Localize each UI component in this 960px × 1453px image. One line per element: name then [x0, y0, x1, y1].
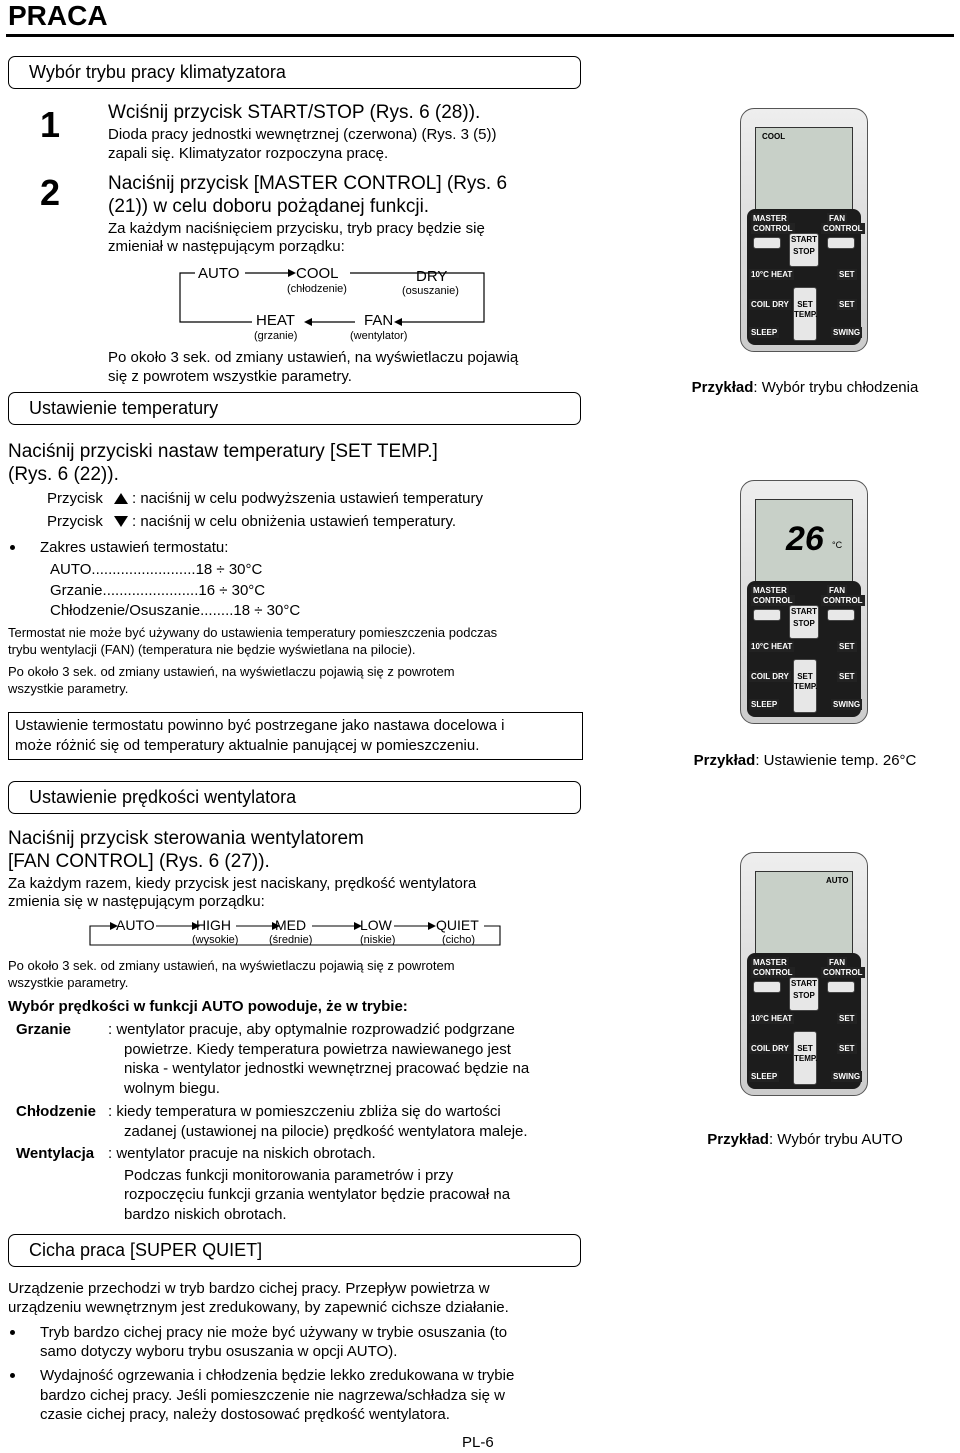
label-start: START	[790, 235, 818, 244]
fan-heat-line2: powietrze. Kiedy temperatura powietrza nawiewanego jest	[124, 1041, 511, 1058]
label-swing: SWING	[833, 700, 861, 709]
fan-speed-low: LOW	[360, 917, 392, 933]
quiet-bullet2-line3: czasie cichej pracy, należy dostosować prędkość wentylatora.	[40, 1406, 450, 1423]
temp-heading-1: Naciśnij przyciski nastaw temperatury [SET TEMP.]	[8, 441, 438, 462]
fan-vent-line4: bardzo niskich obrotach.	[124, 1206, 287, 1223]
fan-heat-line1: : wentylator pracuje, aby optymalnie rozprowadzić podgrzane	[108, 1021, 515, 1038]
label-fan: FAN	[829, 214, 845, 223]
temp-para1-line2: trybu wentylacji (FAN) (temperatura nie będzie wyświetlana na pilocie).	[8, 642, 416, 657]
fan-vent-line1: : wentylator pracuje na niskich obrotach.	[108, 1145, 376, 1162]
label-fan: FAN	[829, 958, 845, 967]
label-fan: FAN	[829, 586, 845, 595]
fan-speed-med-sub: (średnie)	[269, 934, 313, 946]
thermostat-note-line1: Ustawienie termostatu powinno być postrzegane jako nastawa docelowa i	[15, 717, 505, 734]
fan-control-button[interactable]	[827, 609, 855, 621]
step1-heading: Wciśnij przycisk START/STOP (Rys. 6 (28)).	[108, 102, 481, 123]
lcd-temp-value: 26	[786, 520, 824, 558]
label-control: CONTROL	[753, 968, 793, 977]
cycle-fan: FAN	[364, 312, 394, 329]
step1-line1: Dioda pracy jednostki wewnętrznej (czerwona) (Rys. 3 (5))	[108, 126, 497, 143]
label-heat10: 10°C HEAT	[751, 1014, 793, 1023]
label-settemp1: SET	[797, 672, 813, 681]
temp-down-prefix: Przycisk	[47, 513, 103, 530]
label-settemp2: TEMP.	[794, 310, 818, 319]
fan-cool-line1: : kiedy temperatura w pomieszczeniu zbliża się do wartości	[108, 1103, 501, 1120]
label-start: START	[790, 979, 818, 988]
label-fan-control: CONTROL	[823, 224, 863, 233]
label-set: SET	[839, 642, 855, 651]
label-settemp2: TEMP.	[794, 1054, 818, 1063]
cycle-auto: AUTO	[198, 265, 240, 282]
arrow-up-icon	[113, 492, 129, 505]
label-coildry: COIL DRY	[751, 672, 789, 681]
label-sleep: SLEEP	[751, 1072, 778, 1081]
step2-line2: zmieniał w następującym porządku:	[108, 238, 345, 255]
temp-para1-line1: Termostat nie może być używany do ustawienia temperatury pomieszczenia podczas	[8, 625, 498, 640]
label-stop: STOP	[793, 247, 815, 256]
cycle-fan-sub: (wentylator)	[350, 330, 408, 342]
page-number: PL-6	[462, 1434, 494, 1451]
caption-remote-3	[660, 1131, 950, 1148]
caption-rest: : Wybór trybu chłodzenia	[753, 379, 919, 396]
fan-heading-2: [FAN CONTROL] (Rys. 6 (27)).	[8, 851, 270, 872]
step2-line1: Za każdym naciśnięciem przycisku, tryb pracy będzie się	[108, 220, 485, 237]
quiet-line1: Urządzenie przechodzi w tryb bardzo cichej pracy. Przepływ powietrza w	[8, 1280, 490, 1297]
fan-control-button[interactable]	[827, 981, 855, 993]
arrow-down-icon	[113, 515, 129, 528]
section-temp-title: Ustawienie temperatury	[8, 392, 581, 425]
section-mode-title: Wybór trybu pracy klimatyzatora	[8, 56, 581, 89]
cycle-heat-sub: (grzanie)	[254, 330, 298, 342]
lcd-mode-text: AUTO	[826, 876, 849, 885]
mode-note-line1: Po około 3 sek. od zmiany ustawień, na wyświetlaczu pojawią	[108, 349, 519, 366]
fan-heat-label: Grzanie	[16, 1021, 72, 1038]
label-master: MASTER	[753, 586, 787, 595]
fan-speed-high-sub: (wysokie)	[192, 934, 239, 946]
temp-para2-line2: wszystkie parametry.	[8, 681, 129, 696]
caption-remote-2	[660, 752, 950, 769]
label-master: MASTER	[753, 214, 787, 223]
lcd-temp-unit: °C	[832, 540, 843, 550]
bullet-icon	[10, 545, 15, 550]
fan-cool-label: Chłodzenie	[16, 1103, 97, 1120]
start-stop-button[interactable]	[789, 605, 819, 639]
label-fan-control: CONTROL	[823, 968, 863, 977]
label-set: SET	[839, 300, 855, 309]
set-temp-button[interactable]	[793, 659, 817, 713]
label-control: CONTROL	[753, 596, 793, 605]
bullet-icon	[10, 1330, 15, 1335]
caption-bold: Przykład	[707, 1131, 769, 1148]
label-heat10: 10°C HEAT	[751, 270, 793, 279]
range-auto: AUTO.........................18 ÷ 30°C	[50, 561, 263, 578]
range-title: Zakres ustawień termostatu:	[40, 539, 229, 556]
quiet-bullet1-line2: samo dotyczy wyboru trybu osuszania w opcji AUTO).	[40, 1343, 398, 1360]
master-control-button[interactable]	[753, 981, 781, 993]
fan-speed-quiet: QUIET	[436, 917, 479, 933]
title-rule	[6, 34, 954, 37]
step2-heading-1: Naciśnij przycisk [MASTER CONTROL] (Rys. 6	[108, 173, 508, 194]
fan-cool-line2: zadanej (ustawionej na pilocie) prędkość wentylatora maleje.	[124, 1123, 528, 1140]
remote-control-cool	[740, 108, 868, 352]
temp-up-text: : naciśnij w celu podwyższenia ustawień temperatury	[132, 490, 483, 507]
label-sleep: SLEEP	[751, 328, 778, 337]
cycle-heat: HEAT	[256, 312, 295, 329]
master-control-button[interactable]	[753, 609, 781, 621]
label-set: SET	[839, 270, 855, 279]
fan-heading-1: Naciśnij przycisk sterowania wentylatorem	[8, 828, 364, 849]
label-coildry: COIL DRY	[751, 300, 789, 309]
label-set: SET	[839, 1044, 855, 1053]
bullet-icon	[10, 1373, 15, 1378]
set-temp-button[interactable]	[793, 1031, 817, 1085]
temp-down-text: : naciśnij w celu obniżenia ustawień temperatury.	[132, 513, 457, 530]
fan-vent-label: Wentylacja	[16, 1145, 95, 1162]
step1-line2: zapali się. Klimatyzator rozpoczyna pracę.	[108, 145, 389, 162]
temp-up-prefix: Przycisk	[47, 490, 103, 507]
step2-heading-2: (21)) w celu doboru pożądanej funkcji.	[108, 196, 430, 217]
temp-heading-2: (Rys. 6 (22)).	[8, 464, 119, 485]
caption-bold: Przykład	[691, 379, 754, 396]
thermostat-note-box	[8, 712, 583, 760]
cycle-cool-sub: (chłodzenie)	[287, 283, 347, 295]
quiet-line2: urządzeniu wewnętrznym jest zredukowany, by zapewnić cichsze działanie.	[8, 1299, 509, 1316]
fan-speed-quiet-sub: (cicho)	[442, 934, 476, 946]
mode-note-line2: się z powrotem wszystkie parametry.	[108, 368, 352, 385]
fan-control-button[interactable]	[827, 237, 855, 249]
label-start: START	[790, 607, 818, 616]
label-set: SET	[839, 1014, 855, 1023]
fan-vent-line2: Podczas funkcji monitorowania parametrów i przy	[124, 1167, 454, 1184]
caption-rest: : Wybór trybu AUTO	[768, 1131, 903, 1148]
cycle-cool: COOL	[296, 265, 339, 282]
set-temp-button[interactable]	[793, 287, 817, 341]
label-stop: STOP	[793, 991, 815, 1000]
fan-vent-line3: rozpoczęciu funkcji grzania wentylator będzie pracował na	[124, 1186, 511, 1203]
label-swing: SWING	[833, 1072, 861, 1081]
caption-remote-1	[660, 379, 950, 396]
remote-control-temp	[740, 480, 868, 724]
label-settemp2: TEMP.	[794, 682, 818, 691]
label-settemp1: SET	[797, 300, 813, 309]
thermostat-note-line2: może różnić się od temperatury aktualnie panującej w pomieszczeniu.	[15, 737, 480, 754]
start-stop-button[interactable]	[789, 233, 819, 267]
fan-line2: zmienia się w następującym porządku:	[8, 893, 265, 910]
label-sleep: SLEEP	[751, 700, 778, 709]
temp-para2-line1: Po około 3 sek. od zmiany ustawień, na wyświetlaczu pojawią się z powrotem	[8, 664, 455, 679]
quiet-bullet2-line1: Wydajność ogrzewania i chłodzenia będzie lekko zredukowana w trybie	[40, 1367, 515, 1384]
quiet-bullet1-line1: Tryb bardzo cichej pracy nie może być używany w trybie osuszania (to	[40, 1324, 508, 1341]
step-number-2: 2	[40, 172, 61, 213]
page-title: PRACA	[8, 0, 108, 31]
range-cool: Chłodzenie/Osuszanie........18 ÷ 30°C	[50, 602, 301, 619]
fan-speed-med: MED	[275, 917, 307, 933]
label-settemp1: SET	[797, 1044, 813, 1053]
lcd-mode-text: COOL	[762, 132, 786, 141]
cycle-dry-sub: (osuszanie)	[402, 285, 459, 297]
fan-auto-title: Wybór prędkości w funkcji AUTO powoduje, że w trybie:	[8, 998, 408, 1015]
fan-speed-low-sub: (niskie)	[360, 934, 396, 946]
cycle-dry: DRY	[416, 268, 448, 285]
section-fan-title: Ustawienie prędkości wentylatora	[8, 781, 581, 814]
start-stop-button[interactable]	[789, 977, 819, 1011]
fan-heat-line4: wolnym biegu.	[124, 1080, 220, 1097]
fan-heat-line3: niska - wentylator jednostki wewnętrznej pracować będzie na	[124, 1060, 530, 1077]
fan-note-line2: wszystkie parametry.	[8, 975, 129, 990]
range-heat: Grzanie.......................16 ÷ 30°C	[50, 582, 266, 599]
step-number-1: 1	[40, 104, 61, 145]
fan-speed-high: HIGH	[196, 917, 231, 933]
remote-control-auto	[740, 852, 868, 1096]
fan-line1: Za każdym razem, kiedy przycisk jest naciskany, prędkość wentylatora	[8, 875, 477, 892]
quiet-bullet2-line2: bardzo cichej pracy. Jeśli pomieszczenie nie nagrzewa/schładza się w	[40, 1387, 505, 1404]
label-swing: SWING	[833, 328, 861, 337]
fan-note-line1: Po około 3 sek. od zmiany ustawień, na wyświetlaczu pojawią się z powrotem	[8, 958, 455, 973]
caption-rest: : Ustawienie temp. 26°C	[755, 752, 917, 769]
label-fan-control: CONTROL	[823, 596, 863, 605]
fan-speed-auto: AUTO	[116, 917, 155, 933]
label-coildry: COIL DRY	[751, 1044, 789, 1053]
label-control: CONTROL	[753, 224, 793, 233]
label-heat10: 10°C HEAT	[751, 642, 793, 651]
caption-bold: Przykład	[693, 752, 756, 769]
label-master: MASTER	[753, 958, 787, 967]
master-control-button[interactable]	[753, 237, 781, 249]
label-stop: STOP	[793, 619, 815, 628]
label-set: SET	[839, 672, 855, 681]
section-quiet-title: Cicha praca [SUPER QUIET]	[8, 1234, 581, 1267]
